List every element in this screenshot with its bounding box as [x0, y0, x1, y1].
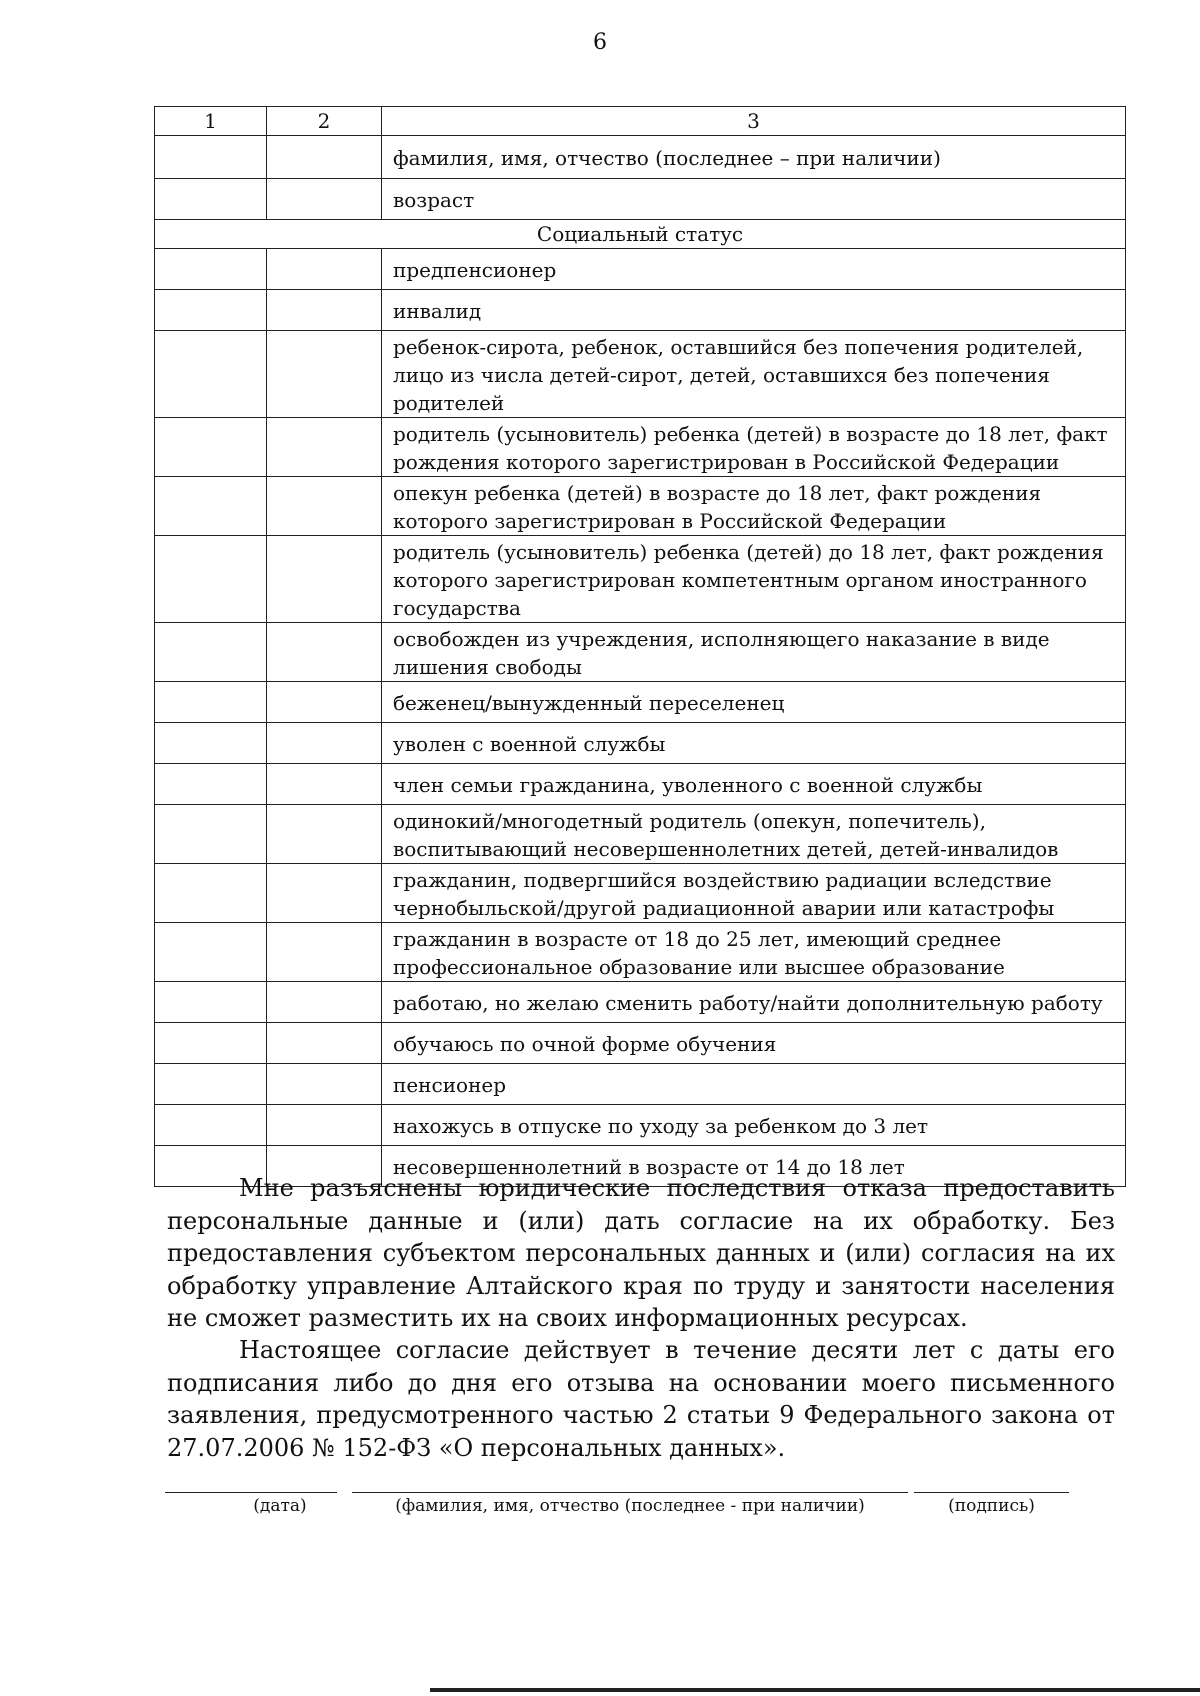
empty-cell-col-1 — [155, 418, 267, 477]
empty-cell-col-1 — [155, 290, 267, 331]
empty-cell-col-1 — [155, 477, 267, 536]
signature-line — [914, 1492, 1069, 1493]
column-header-1: 1 — [155, 107, 267, 136]
empty-cell-col-1 — [155, 682, 267, 723]
empty-cell-col-1 — [155, 331, 267, 418]
table-row — [155, 805, 1126, 864]
row-text: фамилия, имя, отчество (последнее – при наличии) — [382, 136, 1126, 179]
empty-cell-col-2 — [267, 764, 382, 805]
table-row — [155, 764, 1126, 805]
row-text: обучаюсь по очной форме обучения — [382, 1023, 1126, 1064]
row-text: пенсионер — [382, 1064, 1126, 1105]
table-row — [155, 982, 1126, 1023]
row-text: родитель (усыновитель) ребенка (детей) до 18 лет, факт рождения которого зарегистрирован компетентным органом иностранного государства — [382, 536, 1126, 623]
row-text: гражданин в возрасте от 18 до 25 лет, имеющий среднее профессиональное образование или высшее образование — [382, 923, 1126, 982]
table-row — [155, 290, 1126, 331]
empty-cell-col-2 — [267, 1064, 382, 1105]
section-row — [155, 220, 1126, 249]
empty-cell-col-2 — [267, 477, 382, 536]
empty-cell-col-1 — [155, 136, 267, 179]
row-text: одинокий/многодетный родитель (опекун, попечитель), воспитывающий несовершеннолетних детей, детей-инвалидов — [382, 805, 1126, 864]
section-title: Социальный статус — [155, 220, 1126, 249]
empty-cell-col-1 — [155, 764, 267, 805]
table-row — [155, 249, 1126, 290]
consequences-paragraph: Мне разъяснены юридические последствия отказа предоставить персональные данные и (или) дать согласие на их обработку. Без предоставления субъектом персональных данных и (или) согласия на их обработку управление Алтайского края по труду и занятости населения не сможет разместить их на своих информационных ресурсах. — [167, 1174, 1115, 1332]
signature-label: (подпись) — [948, 1496, 1035, 1516]
name-label: (фамилия, имя, отчество (последнее - при наличии) — [395, 1496, 865, 1516]
row-text: предпенсионер — [382, 249, 1126, 290]
validity-paragraph: Настоящее согласие действует в течение десяти лет с даты его подписания либо до дня его отзыва на основании моего письменного заявления, предусмотренного частью 2 статьи 9 Федерального закона от 27.07.2006 № 152-ФЗ «О персональных данных». — [167, 1336, 1115, 1462]
row-text: родитель (усыновитель) ребенка (детей) в возрасте до 18 лет, факт рождения которого зарегистрирован в Российской Федерации — [382, 418, 1126, 477]
empty-cell-col-2 — [267, 536, 382, 623]
empty-cell-col-1 — [155, 536, 267, 623]
empty-cell-col-2 — [267, 136, 382, 179]
empty-cell-col-2 — [267, 923, 382, 982]
page-number: 6 — [593, 30, 607, 55]
column-header-2: 2 — [267, 107, 382, 136]
row-text: беженец/вынужденный переселенец — [382, 682, 1126, 723]
empty-cell-col-2 — [267, 179, 382, 220]
empty-cell-col-1 — [155, 805, 267, 864]
empty-cell-col-1 — [155, 723, 267, 764]
empty-cell-col-2 — [267, 331, 382, 418]
empty-cell-col-1 — [155, 1023, 267, 1064]
empty-cell-col-2 — [267, 1023, 382, 1064]
social-status-table — [154, 106, 1126, 1187]
table-row — [155, 864, 1126, 923]
date-label: (дата) — [253, 1496, 307, 1516]
table-header-row — [155, 107, 1126, 136]
scan-edge-line — [430, 1688, 1200, 1692]
row-text: возраст — [382, 179, 1126, 220]
table-row — [155, 331, 1126, 418]
row-text: уволен с военной службы — [382, 723, 1126, 764]
row-text: работаю, но желаю сменить работу/найти дополнительную работу — [382, 982, 1126, 1023]
empty-cell-col-2 — [267, 805, 382, 864]
empty-cell-col-2 — [267, 249, 382, 290]
table-row — [155, 923, 1126, 982]
empty-cell-col-2 — [267, 623, 382, 682]
table-row — [155, 136, 1126, 179]
table-row — [155, 723, 1126, 764]
table-body — [155, 107, 1126, 1187]
table-row — [155, 1105, 1126, 1146]
empty-cell-col-1 — [155, 982, 267, 1023]
table-row — [155, 477, 1126, 536]
table-row — [155, 1023, 1126, 1064]
row-text: освобожден из учреждения, исполняющего наказание в виде лишения свободы — [382, 623, 1126, 682]
empty-cell-col-2 — [267, 864, 382, 923]
empty-cell-col-2 — [267, 682, 382, 723]
empty-cell-col-1 — [155, 623, 267, 682]
table-row — [155, 1064, 1126, 1105]
table-row — [155, 623, 1126, 682]
empty-cell-col-2 — [267, 418, 382, 477]
date-line — [165, 1492, 337, 1493]
row-text: инвалид — [382, 290, 1126, 331]
row-text: гражданин, подвергшийся воздействию радиации вследствие чернобыльской/другой радиационной аварии или катастрофы — [382, 864, 1126, 923]
row-text: опекун ребенка (детей) в возрасте до 18 лет, факт рождения которого зарегистрирован в Российской Федерации — [382, 477, 1126, 536]
name-line — [352, 1492, 908, 1493]
empty-cell-col-1 — [155, 923, 267, 982]
empty-cell-col-1 — [155, 179, 267, 220]
table-row — [155, 536, 1126, 623]
column-header-3: 3 — [382, 107, 1126, 136]
empty-cell-col-1 — [155, 1064, 267, 1105]
empty-cell-col-2 — [267, 723, 382, 764]
empty-cell-col-2 — [267, 290, 382, 331]
row-text: ребенок-сирота, ребенок, оставшийся без попечения родителей, лицо из числа детей-сирот, детей, оставшихся без попечения родителей — [382, 331, 1126, 418]
table-row — [155, 682, 1126, 723]
empty-cell-col-2 — [267, 1105, 382, 1146]
empty-cell-col-1 — [155, 1105, 267, 1146]
empty-cell-col-1 — [155, 249, 267, 290]
row-text: нахожусь в отпуске по уходу за ребенком до 3 лет — [382, 1105, 1126, 1146]
table-row — [155, 418, 1126, 477]
empty-cell-col-2 — [267, 982, 382, 1023]
row-text: член семьи гражданина, уволенного с военной службы — [382, 764, 1126, 805]
row-text: несовершеннолетний в возрасте от 14 до 18 лет — [382, 1146, 1126, 1187]
empty-cell-col-1 — [155, 864, 267, 923]
table-row — [155, 179, 1126, 220]
